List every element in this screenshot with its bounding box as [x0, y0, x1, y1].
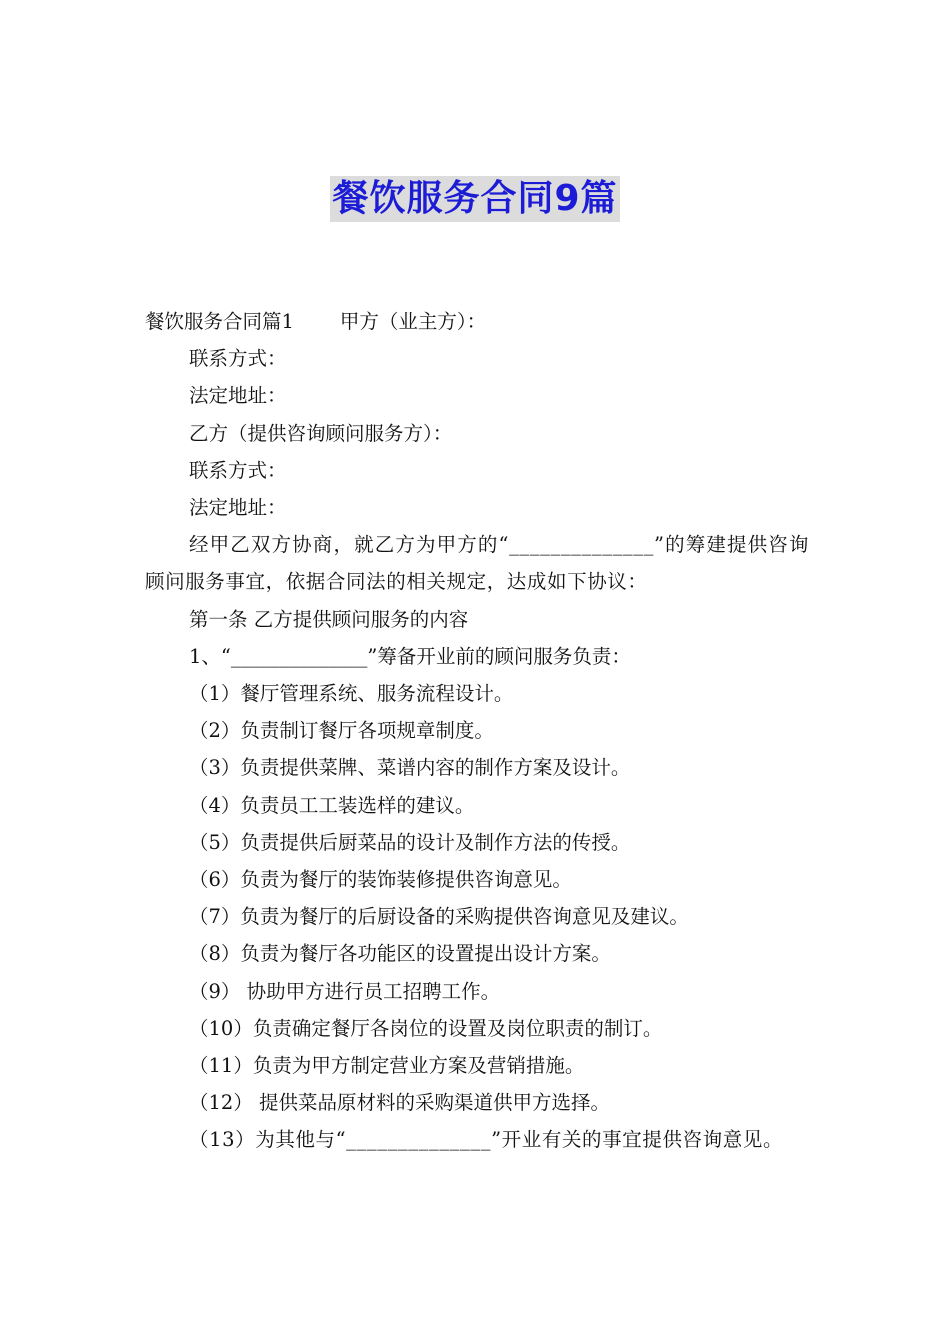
- article-1-title: 第一条 乙方提供顾问服务的内容: [189, 607, 469, 631]
- list-item: （3）负责提供菜牌、菜谱内容的制作方案及设计。: [189, 756, 631, 780]
- section-heading: 餐饮服务合同篇1: [145, 310, 294, 333]
- item-1: 1、“______________”筹备开业前的顾问服务负责：: [189, 644, 631, 668]
- party-a-address: 法定地址：: [189, 384, 287, 408]
- list-item: （5）负责提供后厨菜品的设计及制作方法的传授。: [189, 830, 631, 854]
- list-item: （4）负责员工工装选样的建议。: [189, 793, 475, 817]
- party-a-contact: 联系方式：: [189, 347, 287, 371]
- party-b-address: 法定地址：: [189, 496, 287, 520]
- heading-line: [145, 303, 809, 340]
- document-body: [145, 303, 809, 1159]
- list-item: （7）负责为餐厅的后厨设备的采购提供咨询意见及建议。: [189, 905, 689, 929]
- heading-gap: [294, 303, 340, 340]
- list-item: （1）餐厅管理系统、服务流程设计。: [189, 682, 514, 706]
- list-item: （2）负责制订餐厅各项规章制度。: [189, 719, 494, 743]
- party-a-label: 甲方（业主方）：: [339, 310, 487, 333]
- last-paragraph: （13）为其他与“______________”开业有关的事宜提供咨询意见。: [189, 1128, 784, 1152]
- list-item: （12） 提供菜品原材料的采购渠道供甲方选择。: [189, 1091, 611, 1115]
- intro-paragraph: 经甲乙双方协商，就乙方为甲方的“______________”的筹建提供咨询顾问服务事宜，依据合同法的相关规定，达成如下协议：: [145, 533, 809, 594]
- document-title: 餐饮服务合同9篇: [330, 176, 619, 222]
- party-b-contact: 联系方式：: [189, 458, 287, 482]
- list-item: （11）负责为甲方制定营业方案及营销措施。: [189, 1054, 585, 1078]
- party-b-label: 乙方（提供咨询顾问服务方）：: [189, 421, 453, 445]
- list-item: （8）负责为餐厅各功能区的设置提出设计方案。: [189, 942, 611, 966]
- list-item: （6）负责为餐厅的装饰装修提供咨询意见。: [189, 868, 572, 892]
- list-item: （9） 协助甲方进行员工招聘工作。: [189, 979, 501, 1003]
- list-item: （10）负责确定餐厅各岗位的设置及岗位职责的制订。: [189, 1016, 663, 1040]
- title-container: [0, 176, 950, 222]
